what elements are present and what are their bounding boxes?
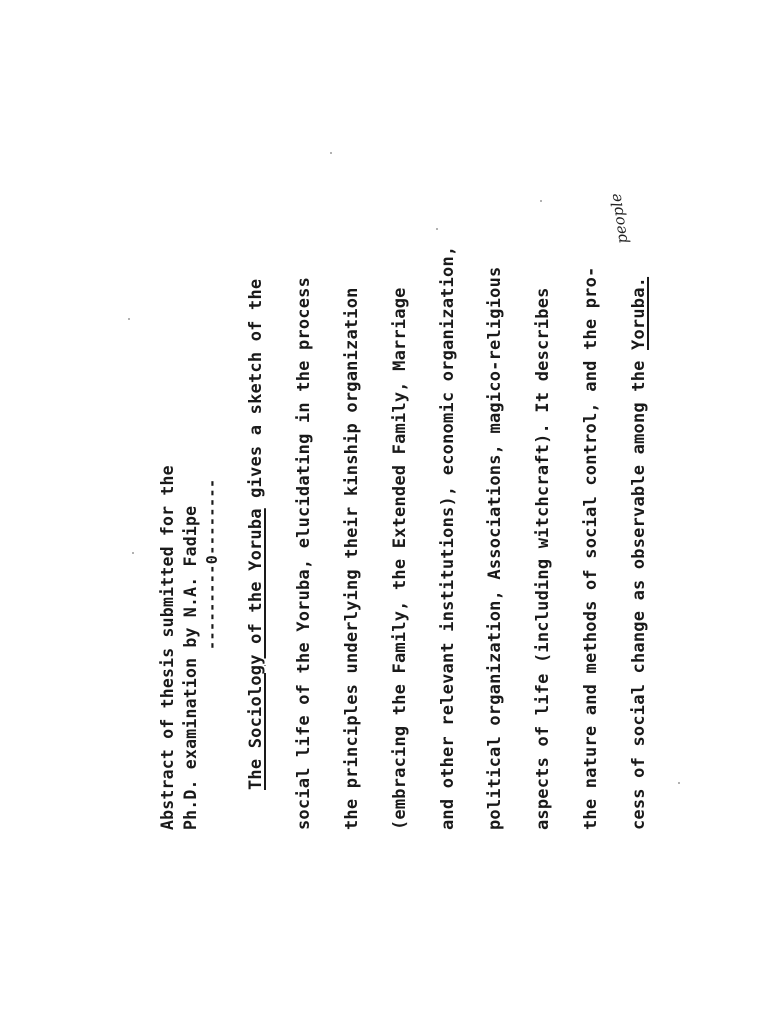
body-line: and other relevant institutions), economic organization, (438, 245, 458, 830)
body-line: (embracing the Family, the Extended Family, Marriage (390, 287, 410, 830)
header-line-2: Ph.D. examination by N.A. Fadipe (181, 505, 200, 830)
body-line (631, 277, 648, 830)
header-separator: ---------0-------- (203, 478, 221, 650)
abstract-text-block (150, 170, 649, 830)
scan-speck (678, 782, 680, 784)
scan-speck (128, 318, 130, 320)
body-line (248, 279, 265, 790)
scan-speck (132, 552, 134, 554)
header-line-1: Abstract of thesis submitted for the (158, 465, 177, 830)
body-line-text: cess of social change as observable among the (629, 349, 649, 830)
body-line: aspects of life (including witchcraft). It describes (533, 287, 553, 830)
body-line: the principles underlying their kinship organization (342, 287, 362, 830)
struck-word: Yoruba. (629, 276, 649, 350)
body-line: the nature and methods of social control, and the pro- (581, 266, 601, 830)
book-title: The Sociology of the Yoruba (246, 508, 266, 790)
handwritten-correction: people (606, 192, 632, 246)
body-line: political organization, Associations, magico-religious (485, 266, 505, 830)
body-line-text: gives a sketch of the (246, 278, 266, 509)
scan-speck (330, 152, 332, 154)
body-line: social life of the Yoruba, elucidating in the process (294, 276, 314, 830)
